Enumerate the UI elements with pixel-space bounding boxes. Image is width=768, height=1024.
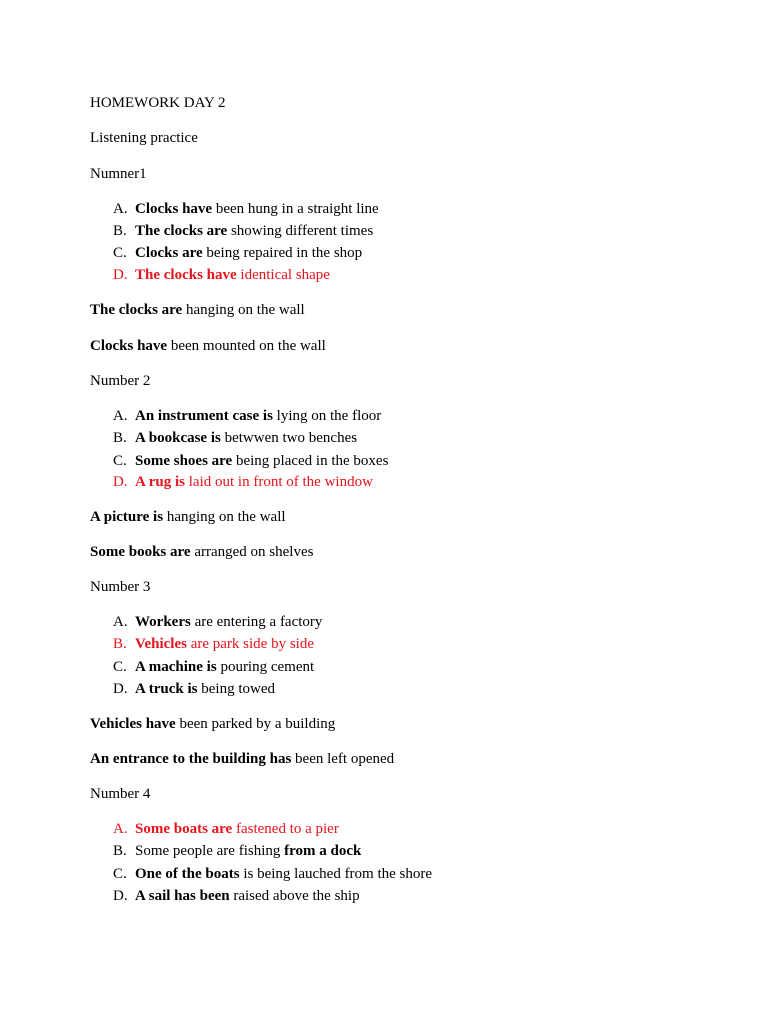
option-letter: D. xyxy=(113,474,128,490)
option-item-correct xyxy=(113,265,330,285)
option-text: being placed in the boxes xyxy=(232,453,389,469)
option-subject: A bookcase is xyxy=(135,430,221,446)
option-letter: D. xyxy=(113,888,128,904)
option-letter: C. xyxy=(113,453,127,469)
option-text: laid out in front of the window xyxy=(185,474,373,490)
option-item xyxy=(113,612,322,632)
option-letter: B. xyxy=(113,843,127,859)
option-text: lying on the floor xyxy=(272,408,382,424)
section-heading: Number 2 xyxy=(90,373,151,389)
option-item xyxy=(113,243,362,263)
page-subtitle: Listening practice xyxy=(90,130,198,146)
option-text: being repaired in the shop xyxy=(202,245,363,261)
option-text: showing different times xyxy=(227,223,374,239)
note-subject: Some books are xyxy=(90,544,191,560)
note-line xyxy=(90,714,335,734)
section-heading: Number 3 xyxy=(90,579,151,595)
option-text: being towed xyxy=(197,681,275,697)
option-letter: A. xyxy=(113,201,128,217)
note-line xyxy=(90,507,286,527)
option-item xyxy=(113,657,314,677)
option-subject: Clocks are xyxy=(135,245,203,261)
option-text: Some people are fishing xyxy=(135,843,285,859)
option-letter: D. xyxy=(113,681,128,697)
option-text: is being lauched from the shore xyxy=(239,866,433,882)
note-text: been mounted on the wall xyxy=(167,338,326,354)
option-subject: Vehicles xyxy=(135,636,187,652)
option-letter: C. xyxy=(113,659,127,675)
note-line xyxy=(90,542,313,562)
option-item xyxy=(113,221,373,241)
note-text: hanging on the wall xyxy=(163,509,286,525)
option-letter: A. xyxy=(113,614,128,630)
option-text: been hung in a straight line xyxy=(212,201,379,217)
option-letter: B. xyxy=(113,223,127,239)
note-text: hanging on the wall xyxy=(182,302,305,318)
option-letter: A. xyxy=(113,408,128,424)
note-subject: A picture is xyxy=(90,509,164,525)
option-letter: B. xyxy=(113,636,127,652)
option-subject: from a dock xyxy=(284,843,362,859)
note-line xyxy=(90,336,326,356)
note-subject: Vehicles have xyxy=(90,716,176,732)
option-item xyxy=(113,679,275,699)
option-item-correct xyxy=(113,472,373,492)
option-item xyxy=(113,451,388,471)
note-text: been left opened xyxy=(291,751,395,767)
option-item xyxy=(113,886,360,906)
note-subject: The clocks are xyxy=(90,302,183,318)
page-title: HOMEWORK DAY 2 xyxy=(90,95,226,111)
option-letter: B. xyxy=(113,430,127,446)
option-text: raised above the ship xyxy=(229,888,360,904)
option-subject: A machine is xyxy=(135,659,217,675)
option-item xyxy=(113,406,381,426)
option-letter: C. xyxy=(113,866,127,882)
option-text: are entering a factory xyxy=(190,614,323,630)
option-text: betwwen two benches xyxy=(220,430,358,446)
note-subject: An entrance to the building has xyxy=(90,751,292,767)
note-line xyxy=(90,749,394,769)
section-heading: Numner1 xyxy=(90,166,147,182)
option-item xyxy=(113,841,361,861)
option-subject: Some shoes are xyxy=(135,453,233,469)
note-line xyxy=(90,300,305,320)
option-letter: D. xyxy=(113,267,128,283)
option-subject: The clocks are xyxy=(135,223,228,239)
option-subject: A sail has been xyxy=(135,888,230,904)
option-item xyxy=(113,199,379,219)
option-subject: A rug is xyxy=(135,474,186,490)
option-text: fastened to a pier xyxy=(232,821,339,837)
option-item-correct xyxy=(113,819,339,839)
section-heading: Number 4 xyxy=(90,786,151,802)
option-letter: A. xyxy=(113,821,128,837)
option-subject: The clocks have xyxy=(135,267,237,283)
option-text: are park side by side xyxy=(186,636,314,652)
option-item xyxy=(113,428,357,448)
option-subject: One of the boats xyxy=(135,866,240,882)
option-letter: C. xyxy=(113,245,127,261)
option-subject: Clocks have xyxy=(135,201,213,217)
note-subject: Clocks have xyxy=(90,338,168,354)
option-subject: Some boats are xyxy=(135,821,233,837)
option-text: identical shape xyxy=(236,267,330,283)
note-text: been parked by a building xyxy=(175,716,336,732)
option-item xyxy=(113,864,432,884)
option-subject: A truck is xyxy=(135,681,198,697)
note-text: arranged on shelves xyxy=(190,544,314,560)
option-subject: Workers xyxy=(135,614,191,630)
option-item-correct xyxy=(113,634,314,654)
option-subject: An instrument case is xyxy=(135,408,273,424)
option-text: pouring cement xyxy=(216,659,315,675)
